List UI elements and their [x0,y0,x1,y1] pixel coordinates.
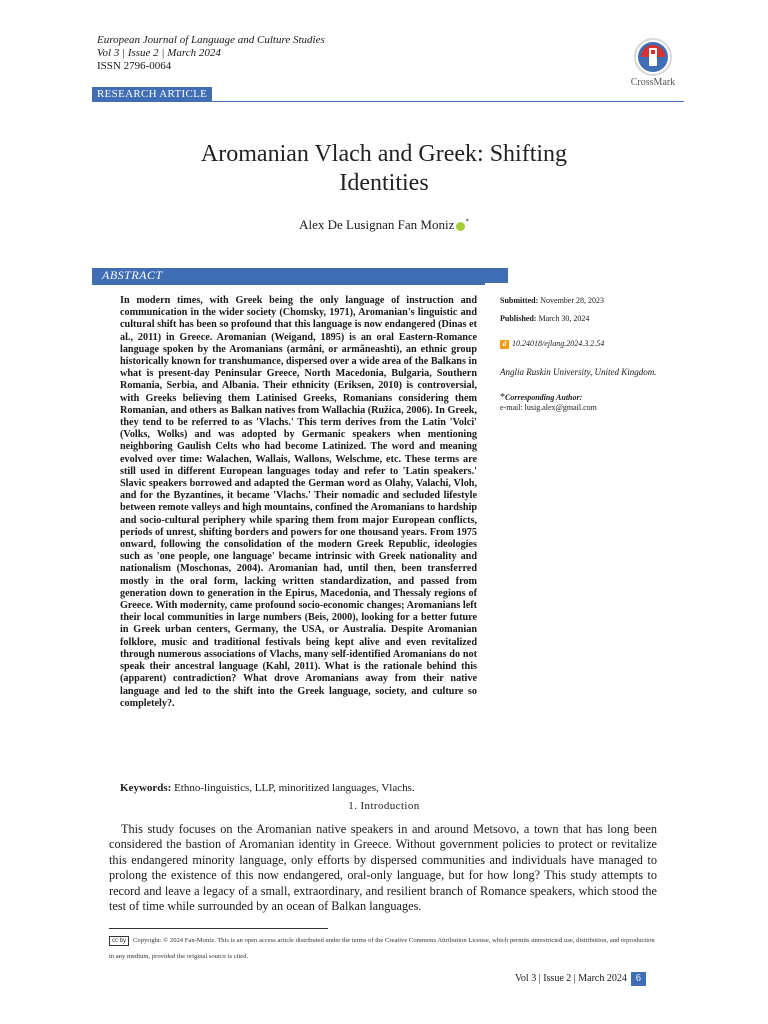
crossmark-label: CrossMark [630,77,676,88]
page-footer [515,972,646,986]
submitted-label: Submitted: [500,296,539,305]
submitted-date: November 28, 2023 [540,296,604,305]
footnote-divider [109,928,328,929]
asterisk-icon: * [500,392,505,403]
corresponding-author [500,393,582,403]
header-divider [92,101,684,102]
crossmark-icon [634,38,672,76]
abstract-label: ABSTRACT [92,268,508,283]
copyright-text: Copyright: © 2024 Fan-Moniz. This is an open access article distributed under the terms of the Creative Commons Attribution License, which permits unrestricted use, distribution, and reproduction in any medium, provided the original source is cited. [109,937,655,960]
journal-issn: ISSN 2796-0064 [97,60,172,72]
title-line-1: Aromanian Vlach and Greek: Shifting [200,141,568,167]
published-date: March 30, 2024 [538,314,590,323]
article-title [110,140,658,198]
doi-icon: d [500,340,509,349]
doi-link[interactable] [500,339,604,349]
corresponding-label: Corresponding Author: [505,393,583,402]
introduction-paragraph [109,822,657,914]
author-email[interactable]: e-mail: lusig.alex@gmail.com [500,403,597,412]
page-number: 6 [631,972,646,986]
author-name: Alex De Lusignan Fan Moniz [299,217,455,232]
author-line [200,217,568,233]
published-label: Published: [500,314,537,323]
published-info [500,314,589,324]
journal-volume-issue: Vol 3 | Issue 2 | March 2024 [97,47,221,59]
abstract-divider [92,283,485,285]
title-line-2: Identities [339,170,429,196]
cc-by-icon[interactable]: cc by [109,936,129,946]
intro-text: This study focuses on the Aromanian native speakers in and around Metsovo, a town that has long been considered the bastion of Aromanian identity in Greece. Without government policies to protect or revitalize this endangered minority language, only efforts by dispersed communities and individuals have managed to prolong the existence of this now endangered, oral-only language, but for how long? This study attempts to record and leave a legacy of a small, extraordinary, and resilient branch of Romance speakers, which stood the test of time while surrounded by an ocean of Balkan languages. [109,822,657,914]
affiliation: Anglia Ruskin University, United Kingdom. [500,367,657,377]
keywords-line [120,782,415,794]
crossmark-badge[interactable] [622,38,684,88]
journal-name: European Journal of Language and Culture Studies [97,34,325,46]
article-type-tag: RESEARCH ARTICLE [92,87,212,101]
doi-text: 10.24018/ejlang.2024.3.2.54 [512,339,605,348]
copyright-notice [109,933,660,965]
section-heading: 1. Introduction [348,800,420,812]
keywords-list: Ethno-linguistics, LLP, minoritized languages, Vlachs. [174,782,415,794]
author-mark: * [465,217,469,226]
abstract-text: In modern times, with Greek being the only language of instruction and communication in the wider society (Chomsky, 1971), Aromanian's linguistic and cultural shift has been so profound that this language is now endangered (Dinas et al., 2011) in Greece. Aromanian (Weigand, 1895) is an oral Eastern-Romance language spoken by the Aromanians (armâni, or armãneashti), an ethnic group historically known for transhumance, dispersed over a wide area of the Balkans in what is present-day Peninsular Greece, North Macedonia, Bulgaria, Southern Romania, Serbia, and Albania. Their ethnicity (Eriksen, 2010) is controversial, with Greeks believing them Latinised Greeks, Romanians considering them Romanian, and others as Balkan natives from Wallachia (Ružica, 2006). In Greek, they tend to be referred to as 'Vlachs.' This term derives from the Latin 'Volci' (Volks, Wolks) and was adopted by Germanic speakers when mentioning neighboring Gaulish Celts who had become Latinized. The word and meaning evolved over time: Walachen, Wallais, Wallons, Welschme, etc. These terms are still used in different European languages today and refer to 'Latin speakers.' Slavic speakers borrowed and adapted the German word as Olahy, Valachi, Vloh, and for the Byzantines, it became 'Vlachs.' Their nomadic and secluded lifestyle between remote valleys and high mountains, confined the Aromanians to hardship and socio-cultural periphery while sparing them from major European conflicts, periods of unrest, shifting borders and powers for one thousand years. From 1975 onward, following the consolidation of the modern Greek Republic, ideologies such as 'one people, one language' became intrinsic with Greek nationality and nationalism (Moschonas, 2004). Aromanian had, until then, been transferred mostly in the oral form, lacking written standardization, and passed from generation down to generation in the Epirus, Macedonia, and Thessaly regions of Greece. With modernity, came profound socio-economic changes; Aromanians left their local communities in large numbers (Beis, 2000), looking for a better future in Greek urban centers, Germany, the USA, or Australia. Despite Aromanian folklore, music and traditional festivals being kept alive and even revitalized through numerous associations of Vlachs, many self-identified Aromanians do not speak their ancestral language (Kahl, 2011). What is the rationale behind this (apparent) contradiction? What drove Aromanians away from their native language and led to the shift into the Greek language, society, and culture so completely?. [120,295,477,709]
journal-header [97,34,325,73]
footer-volume-issue: Vol 3 | Issue 2 | March 2024 [515,973,627,984]
submitted-info [500,296,604,306]
keywords-label: Keywords: [120,782,172,794]
